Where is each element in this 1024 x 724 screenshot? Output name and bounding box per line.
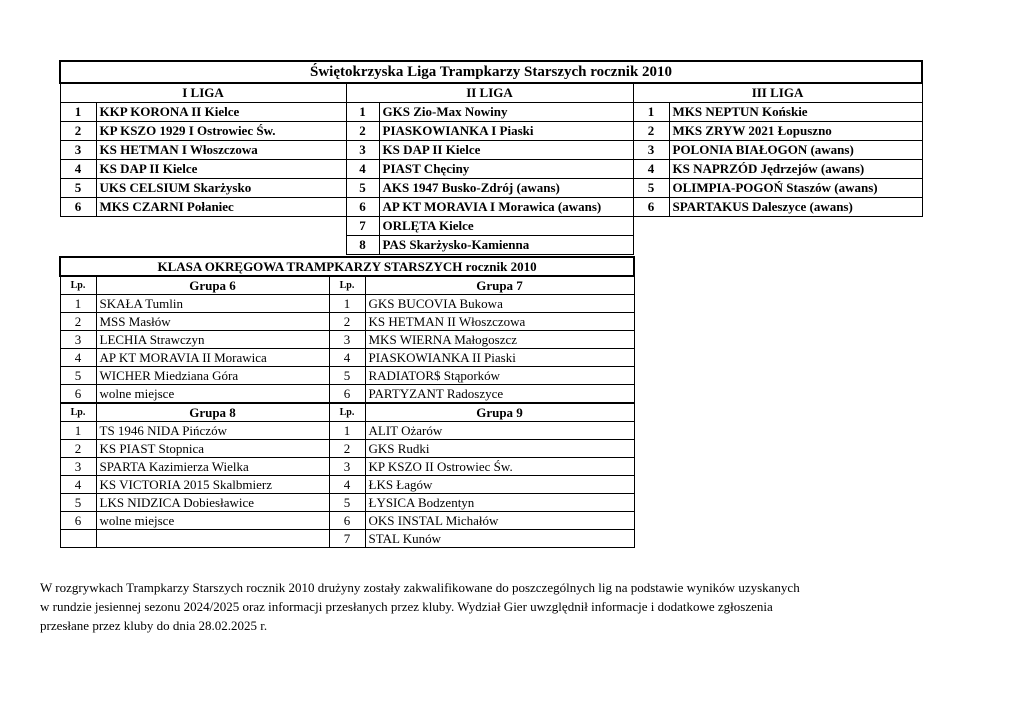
table-row xyxy=(60,458,634,476)
position-number: 1 xyxy=(329,295,365,313)
team-name: MKS WIERNA Małogoszcz xyxy=(365,331,634,349)
team-name: KS HETMAN II Włoszczowa xyxy=(365,313,634,331)
table-row xyxy=(60,217,922,236)
qualification-note xyxy=(40,578,980,635)
team-name: SPARTAKUS Daleszyce (awans) xyxy=(669,198,922,217)
position-number: 6 xyxy=(60,385,96,404)
position-number: 3 xyxy=(60,458,96,476)
table-row xyxy=(60,295,634,313)
position-number: 5 xyxy=(329,367,365,385)
position-number: 4 xyxy=(329,476,365,494)
team-name: POLONIA BIAŁOGON (awans) xyxy=(669,141,922,160)
team-name: OLIMPIA-POGOŃ Staszów (awans) xyxy=(669,179,922,198)
position-number: 3 xyxy=(60,141,96,160)
position-number: 4 xyxy=(346,160,379,179)
position-number: 4 xyxy=(60,476,96,494)
position-number: 3 xyxy=(329,331,365,349)
note-line: W rozgrywkach Trampkarzy Starszych rocznik 2010 drużyny zostały zakwalifikowane do poszczególnych lig na podstawie wyników uzyskanych xyxy=(40,580,800,595)
position-number: 5 xyxy=(346,179,379,198)
team-name: KS HETMAN I Włoszczowa xyxy=(96,141,346,160)
note-line: w rundzie jesiennej sezonu 2024/2025 oraz informacji przesłanych przez kluby. Wydział Gier uwzględnił informacje i dodatkowe zgłoszenia xyxy=(40,599,773,614)
empty-cell xyxy=(633,217,669,236)
team-name: PARTYZANT Radoszyce xyxy=(365,385,634,404)
team-name: PIASKOWIANKA I Piaski xyxy=(379,122,633,141)
team-name: WICHER Miedziana Góra xyxy=(96,367,329,385)
table-row xyxy=(60,122,922,141)
position-number: 2 xyxy=(633,122,669,141)
position-number: 4 xyxy=(329,349,365,367)
empty-cell xyxy=(96,530,329,548)
table-row xyxy=(60,494,634,512)
team-name: LKS NIDZICA Dobiesławice xyxy=(96,494,329,512)
position-number: 6 xyxy=(60,512,96,530)
table-row xyxy=(60,422,634,440)
team-name: MKS NEPTUN Końskie xyxy=(669,103,922,122)
table-row xyxy=(60,179,922,198)
lp-header: Lp. xyxy=(329,276,365,295)
team-name: STAL Kunów xyxy=(365,530,634,548)
group-header: Grupa 9 xyxy=(365,403,634,422)
position-number: 1 xyxy=(60,422,96,440)
klasa-okregowa-table xyxy=(59,256,635,548)
table-row xyxy=(60,331,634,349)
position-number: 2 xyxy=(60,122,96,141)
team-name: TS 1946 NIDA Pińczów xyxy=(96,422,329,440)
league-header: II LIGA xyxy=(346,83,633,103)
team-name: AP KT MORAVIA I Morawica (awans) xyxy=(379,198,633,217)
table-row xyxy=(60,440,634,458)
empty-cell xyxy=(669,236,922,255)
position-number: 7 xyxy=(329,530,365,548)
table-row xyxy=(60,385,634,404)
team-name: PAS Skarżysko-Kamienna xyxy=(379,236,633,255)
empty-cell xyxy=(669,217,922,236)
table-row xyxy=(60,313,634,331)
position-number: 4 xyxy=(633,160,669,179)
league-header: III LIGA xyxy=(633,83,922,103)
team-name: RADIATOR$ Stąporków xyxy=(365,367,634,385)
team-name: KS PIAST Stopnica xyxy=(96,440,329,458)
table-row xyxy=(60,198,922,217)
team-name: KKP KORONA II Kielce xyxy=(96,103,346,122)
team-name: MKS CZARNI Połaniec xyxy=(96,198,346,217)
table-row xyxy=(60,103,922,122)
team-name: KP KSZO II Ostrowiec Św. xyxy=(365,458,634,476)
position-number: 7 xyxy=(346,217,379,236)
team-name: wolne miejsce xyxy=(96,385,329,404)
position-number: 3 xyxy=(346,141,379,160)
team-name: GKS Rudki xyxy=(365,440,634,458)
position-number: 1 xyxy=(60,295,96,313)
table-row xyxy=(60,367,634,385)
empty-cell xyxy=(60,530,96,548)
position-number: 6 xyxy=(346,198,379,217)
team-name: KS DAP II Kielce xyxy=(379,141,633,160)
position-number: 1 xyxy=(329,422,365,440)
table-row xyxy=(60,530,634,548)
position-number: 6 xyxy=(633,198,669,217)
position-number: 1 xyxy=(633,103,669,122)
position-number: 1 xyxy=(60,103,96,122)
position-number: 5 xyxy=(60,179,96,198)
empty-cell xyxy=(60,217,96,236)
team-name: UKS CELSIUM Skarżysko xyxy=(96,179,346,198)
team-name: KS DAP II Kielce xyxy=(96,160,346,179)
position-number: 4 xyxy=(60,160,96,179)
position-number: 5 xyxy=(329,494,365,512)
team-name: AP KT MORAVIA II Morawica xyxy=(96,349,329,367)
team-name: ŁYSICA Bodzentyn xyxy=(365,494,634,512)
table-row xyxy=(60,160,922,179)
lp-header: Lp. xyxy=(60,276,96,295)
team-name: GKS Zio-Max Nowiny xyxy=(379,103,633,122)
empty-cell xyxy=(60,236,96,255)
position-number: 6 xyxy=(329,385,365,404)
team-name: MSS Masłów xyxy=(96,313,329,331)
empty-cell xyxy=(633,236,669,255)
position-number: 2 xyxy=(346,122,379,141)
position-number: 5 xyxy=(60,494,96,512)
team-name: MKS ZRYW 2021 Łopuszno xyxy=(669,122,922,141)
team-name: SPARTA Kazimierza Wielka xyxy=(96,458,329,476)
team-name: KP KSZO 1929 I Ostrowiec Św. xyxy=(96,122,346,141)
position-number: 1 xyxy=(346,103,379,122)
position-number: 2 xyxy=(329,313,365,331)
empty-cell xyxy=(96,236,346,255)
lp-header: Lp. xyxy=(60,403,96,422)
team-name: PIAST Chęciny xyxy=(379,160,633,179)
position-number: 4 xyxy=(60,349,96,367)
league-table xyxy=(59,60,923,255)
team-name: KS VICTORIA 2015 Skalbmierz xyxy=(96,476,329,494)
team-name: ORLĘTA Kielce xyxy=(379,217,633,236)
position-number: 6 xyxy=(60,198,96,217)
position-number: 3 xyxy=(329,458,365,476)
position-number: 6 xyxy=(329,512,365,530)
table-row xyxy=(60,476,634,494)
position-number: 8 xyxy=(346,236,379,255)
team-name: GKS BUCOVIA Bukowa xyxy=(365,295,634,313)
position-number: 2 xyxy=(329,440,365,458)
empty-cell xyxy=(96,217,346,236)
klasa-title: KLASA OKRĘGOWA TRAMPKARZY STARSZYCH rocznik 2010 xyxy=(60,257,634,276)
team-name: wolne miejsce xyxy=(96,512,329,530)
position-number: 5 xyxy=(60,367,96,385)
lp-header: Lp. xyxy=(329,403,365,422)
team-name: AKS 1947 Busko-Zdrój (awans) xyxy=(379,179,633,198)
team-name: LECHIA Strawczyn xyxy=(96,331,329,349)
table-row xyxy=(60,236,922,255)
position-number: 2 xyxy=(60,440,96,458)
table-row xyxy=(60,512,634,530)
team-name: SKAŁA Tumlin xyxy=(96,295,329,313)
page-title: Świętokrzyska Liga Trampkarzy Starszych rocznik 2010 xyxy=(60,61,922,83)
position-number: 2 xyxy=(60,313,96,331)
team-name: KS NAPRZÓD Jędrzejów (awans) xyxy=(669,160,922,179)
position-number: 5 xyxy=(633,179,669,198)
team-name: OKS INSTAL Michałów xyxy=(365,512,634,530)
group-header: Grupa 6 xyxy=(96,276,329,295)
league-header: I LIGA xyxy=(60,83,346,103)
note-line: przesłane przez kluby do dnia 28.02.2025 r. xyxy=(40,618,268,633)
group-header: Grupa 8 xyxy=(96,403,329,422)
position-number: 3 xyxy=(633,141,669,160)
team-name: ALIT Ożarów xyxy=(365,422,634,440)
table-row xyxy=(60,141,922,160)
team-name: ŁKS Łagów xyxy=(365,476,634,494)
team-name: PIASKOWIANKA II Piaski xyxy=(365,349,634,367)
position-number: 3 xyxy=(60,331,96,349)
group-header: Grupa 7 xyxy=(365,276,634,295)
table-row xyxy=(60,349,634,367)
